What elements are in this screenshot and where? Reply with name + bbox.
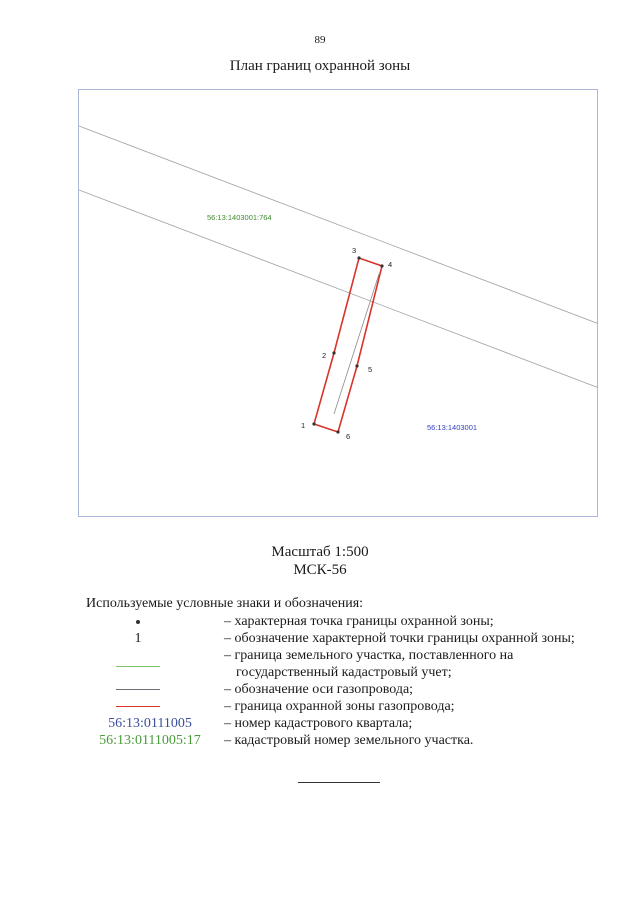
parcel-boundary-upper: [79, 126, 598, 324]
legend-row-zone: [86, 699, 626, 715]
parcel-number-label: 56:13:1403001:764: [207, 213, 272, 222]
crs-text: МСК-56: [293, 562, 347, 578]
point-label-4: 4: [388, 260, 393, 269]
legend-parcel-boundary-desc-cont: государственный кадастровый учет;: [236, 665, 452, 680]
legend-row-point-label: [86, 631, 626, 647]
point-label-5: 5: [368, 365, 373, 374]
bottom-rule: [298, 782, 380, 783]
boundary-point-6: [336, 430, 339, 433]
legend-quarter-symbol: 56:13:0111005: [108, 716, 192, 731]
protection-zone-boundary: [314, 258, 382, 432]
map-canvas: [79, 90, 598, 517]
boundary-point-3: [357, 256, 360, 259]
scale-text: Масштаб 1:500: [271, 544, 369, 560]
point-label-6: 6: [346, 432, 351, 441]
map-frame: [78, 89, 598, 517]
legend-row-parcel-boundary: [86, 648, 626, 664]
legend-row-quarter: [86, 716, 626, 732]
legend-point-label-symbol: 1: [134, 631, 142, 646]
legend-parcel-symbol: 56:13:0111005:17: [99, 733, 201, 748]
page-number: 89: [314, 34, 326, 46]
legend-parcel-boundary-desc: – граница земельного участка, поставленного на: [224, 648, 514, 663]
boundary-point-5: [355, 364, 358, 367]
legend-row-parcel-number: [86, 733, 626, 749]
legend-zone-desc: – граница охранной зоны газопровода;: [224, 699, 455, 714]
axis-line-icon: [116, 689, 160, 690]
legend-point-symbol: [86, 614, 190, 630]
boundary-point-4: [380, 264, 383, 267]
point-label-3: 3: [352, 246, 357, 255]
legend-row-axis: [86, 682, 626, 698]
boundary-point-1: [312, 422, 315, 425]
red-line-icon: [116, 706, 160, 707]
legend-row-parcel-boundary-cont: [86, 665, 626, 681]
point-label-2: 2: [322, 351, 327, 360]
legend-point-label-desc: – обозначение характерной точки границы охранной зоны;: [224, 631, 575, 646]
point-marker-icon: [136, 620, 140, 624]
legend-parcel-number-desc: – кадастровый номер земельного участка.: [224, 733, 474, 748]
boundary-point-2: [332, 351, 335, 354]
legend-title: Используемые условные знаки и обозначения:: [86, 596, 364, 611]
point-label-1: 1: [301, 421, 306, 430]
legend-point-desc: – характерная точка границы охранной зоны;: [224, 614, 494, 629]
plan-title: План границ охранной зоны: [229, 58, 411, 74]
legend-row-point: [86, 614, 626, 630]
quarter-number-label: 56:13:1403001: [427, 423, 478, 432]
pipeline-axis: [334, 274, 379, 414]
scale-block: [0, 543, 640, 579]
legend-axis-desc: – обозначение оси газопровода;: [224, 682, 414, 697]
legend-quarter-desc: – номер кадастрового квартала;: [224, 716, 413, 731]
parcel-boundary-lower: [79, 190, 598, 388]
